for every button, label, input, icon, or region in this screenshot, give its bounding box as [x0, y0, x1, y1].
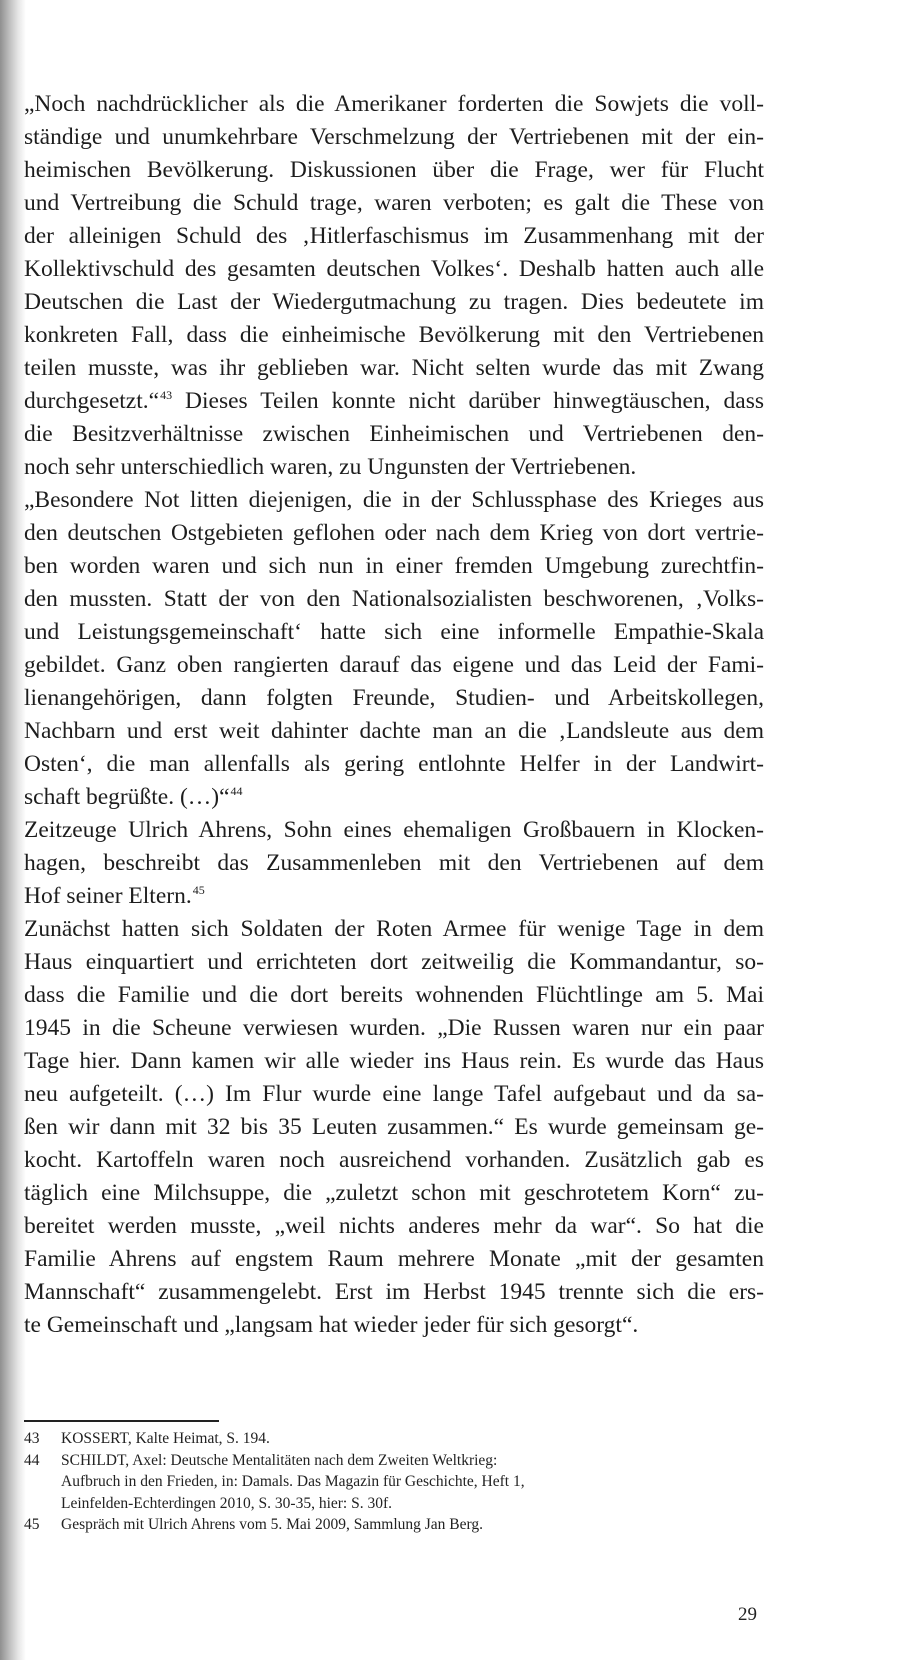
text-line: „Besondere Not litten diejenigen, die in der Schlussphase des Krieges aus — [24, 487, 764, 513]
footnote-43 — [24, 1428, 744, 1450]
text-line: heimischen Bevölkerung. Diskussionen über die Frage, wer für Flucht — [24, 157, 764, 183]
footnote-44 — [24, 1450, 744, 1515]
text-line: Haus einquartiert und errichteten dort zeitweilig die Kommandantur, so- — [24, 949, 764, 975]
footnote-line: KOSSERT, Kalte Heimat, S. 194. — [61, 1430, 270, 1447]
text-line: der alleinigen Schuld des ‚Hitlerfaschismus im Zusammenhang mit der — [24, 223, 764, 249]
text-line: noch sehr unterschiedlich waren, zu Ungunsten der Vertriebenen. — [24, 454, 637, 480]
text-line: ßen wir dann mit 32 bis 35 Leuten zusammen.“ Es wurde gemeinsam ge- — [24, 1114, 764, 1140]
text-line: gebildet. Ganz oben rangierten darauf das eigene und das Leid der Fami- — [24, 652, 764, 678]
text-line: täglich eine Milchsuppe, die „zuletzt schon mit geschrotetem Korn“ zu- — [24, 1180, 764, 1206]
text-line: teilen musste, was ihr geblieben war. Nicht selten wurde das mit Zwang — [24, 355, 764, 381]
text-line: die Besitzverhältnisse zwischen Einheimischen und Vertriebenen den- — [24, 421, 764, 447]
page-binding-shadow — [0, 0, 26, 1660]
text-line: bereitet werden musste, „weil nichts anderes mehr da war“. So hat die — [24, 1213, 764, 1239]
text-line: Deutschen die Last der Wiedergutmachung zu tragen. Dies bedeutete im — [24, 289, 764, 315]
text-line: Zeitzeuge Ulrich Ahrens, Sohn eines ehemaligen Großbauern in Klocken- — [24, 817, 764, 843]
body-text — [24, 88, 764, 1342]
text-segment: Hof seiner Eltern. — [24, 883, 192, 909]
footnote-line: Gespräch mit Ulrich Ahrens vom 5. Mai 2009, Sammlung Jan Berg. — [61, 1516, 484, 1533]
footnote-line: Aufbruch in den Frieden, in: Damals. Das Magazin für Geschichte, Heft 1, — [61, 1473, 525, 1490]
footnote-45 — [24, 1514, 744, 1536]
text-line: Kollektivschuld des gesamten deutschen Volkes‘. Deshalb hatten auch alle — [24, 256, 764, 282]
text-line: den deutschen Ostgebieten geflohen oder nach dem Krieg von dort vertrie- — [24, 520, 764, 546]
text-line: hagen, beschreibt das Zusammenleben mit den Vertriebenen auf dem — [24, 850, 764, 876]
text-line: den mussten. Statt der von den Nationalsozialisten beschworenen, ‚Volks- — [24, 586, 764, 612]
text-line: konkreten Fall, dass die einheimische Bevölkerung mit den Vertriebenen — [24, 322, 764, 348]
footnote-text — [61, 1450, 744, 1515]
footnote-number: 45 — [24, 1516, 40, 1533]
footnote-number: 44 — [24, 1451, 40, 1469]
footnote-text — [61, 1514, 744, 1536]
text-line — [24, 781, 764, 814]
text-line: Tage hier. Dann kamen wir alle wieder ins Haus rein. Es wurde das Haus — [24, 1048, 764, 1074]
text-line: und Vertreibung die Schuld trage, waren verboten; es galt die These von — [24, 190, 764, 216]
text-line: dass die Familie und die dort bereits wohnenden Flüchtlinge am 5. Mai — [24, 982, 764, 1008]
footnote-line: Leinfelden-Echterdingen 2010, S. 30-35, hier: S. 30f. — [61, 1494, 393, 1512]
text-line: kocht. Kartoffeln waren noch ausreichend vorhanden. Zusätzlich gab es — [24, 1147, 764, 1173]
text-line: 1945 in die Scheune verwiesen wurden. „Die Russen waren nur ein paar — [24, 1015, 764, 1041]
footnote-reference[interactable]: 44 — [230, 784, 243, 798]
footnote-reference[interactable]: 43 — [160, 388, 173, 402]
text-line: Mannschaft“ zusammengelebt. Erst im Herbst 1945 trennte sich die ers- — [24, 1279, 764, 1305]
text-segment: Dieses Teilen konnte nicht darüber hinwegtäuschen, dass — [172, 388, 764, 414]
text-line: te Gemeinschaft und „langsam hat wieder jeder für sich gesorgt“. — [24, 1312, 639, 1338]
text-line: „Noch nachdrücklicher als die Amerikaner forderten die Sowjets die voll- — [24, 91, 764, 117]
text-line: Zunächst hatten sich Soldaten der Roten Armee für wenige Tage in dem — [24, 916, 764, 942]
footnotes — [24, 1428, 744, 1536]
footnote-text — [61, 1428, 744, 1450]
footnote-number: 43 — [24, 1430, 40, 1447]
text-line: Nachbarn und erst weit dahinter dachte man an die ‚Landsleute aus dem — [24, 718, 764, 744]
text-segment: schaft begrüßte. (…)“ — [24, 784, 230, 810]
text-line: ben worden waren und sich nun in einer fremden Umgebung zurechtfin- — [24, 553, 764, 579]
text-line: Familie Ahrens auf engstem Raum mehrere Monate „mit der gesamten — [24, 1246, 764, 1272]
text-line: lienangehörigen, dann folgten Freunde, Studien- und Arbeitskollegen, — [24, 685, 764, 711]
text-line — [24, 880, 764, 913]
footnote-separator — [24, 1420, 219, 1422]
text-line — [24, 385, 764, 418]
text-line: neu aufgeteilt. (…) Im Flur wurde eine lange Tafel aufgebaut und da sa- — [24, 1081, 764, 1107]
footnote-line: SCHILDT, Axel: Deutsche Mentalitäten nach dem Zweiten Weltkrieg: — [61, 1451, 498, 1469]
footnote-reference[interactable]: 45 — [192, 883, 205, 897]
text-segment: durchgesetzt.“ — [24, 388, 160, 414]
page-number: 29 — [738, 1604, 757, 1625]
text-line: ständige und unumkehrbare Verschmelzung der Vertriebenen mit der ein- — [24, 124, 764, 150]
text-line: Osten‘, die man allenfalls als gering entlohnte Helfer in der Landwirt- — [24, 751, 764, 777]
text-line: und Leistungsgemeinschaft‘ hatte sich eine informelle Empathie-Skala — [24, 619, 764, 645]
